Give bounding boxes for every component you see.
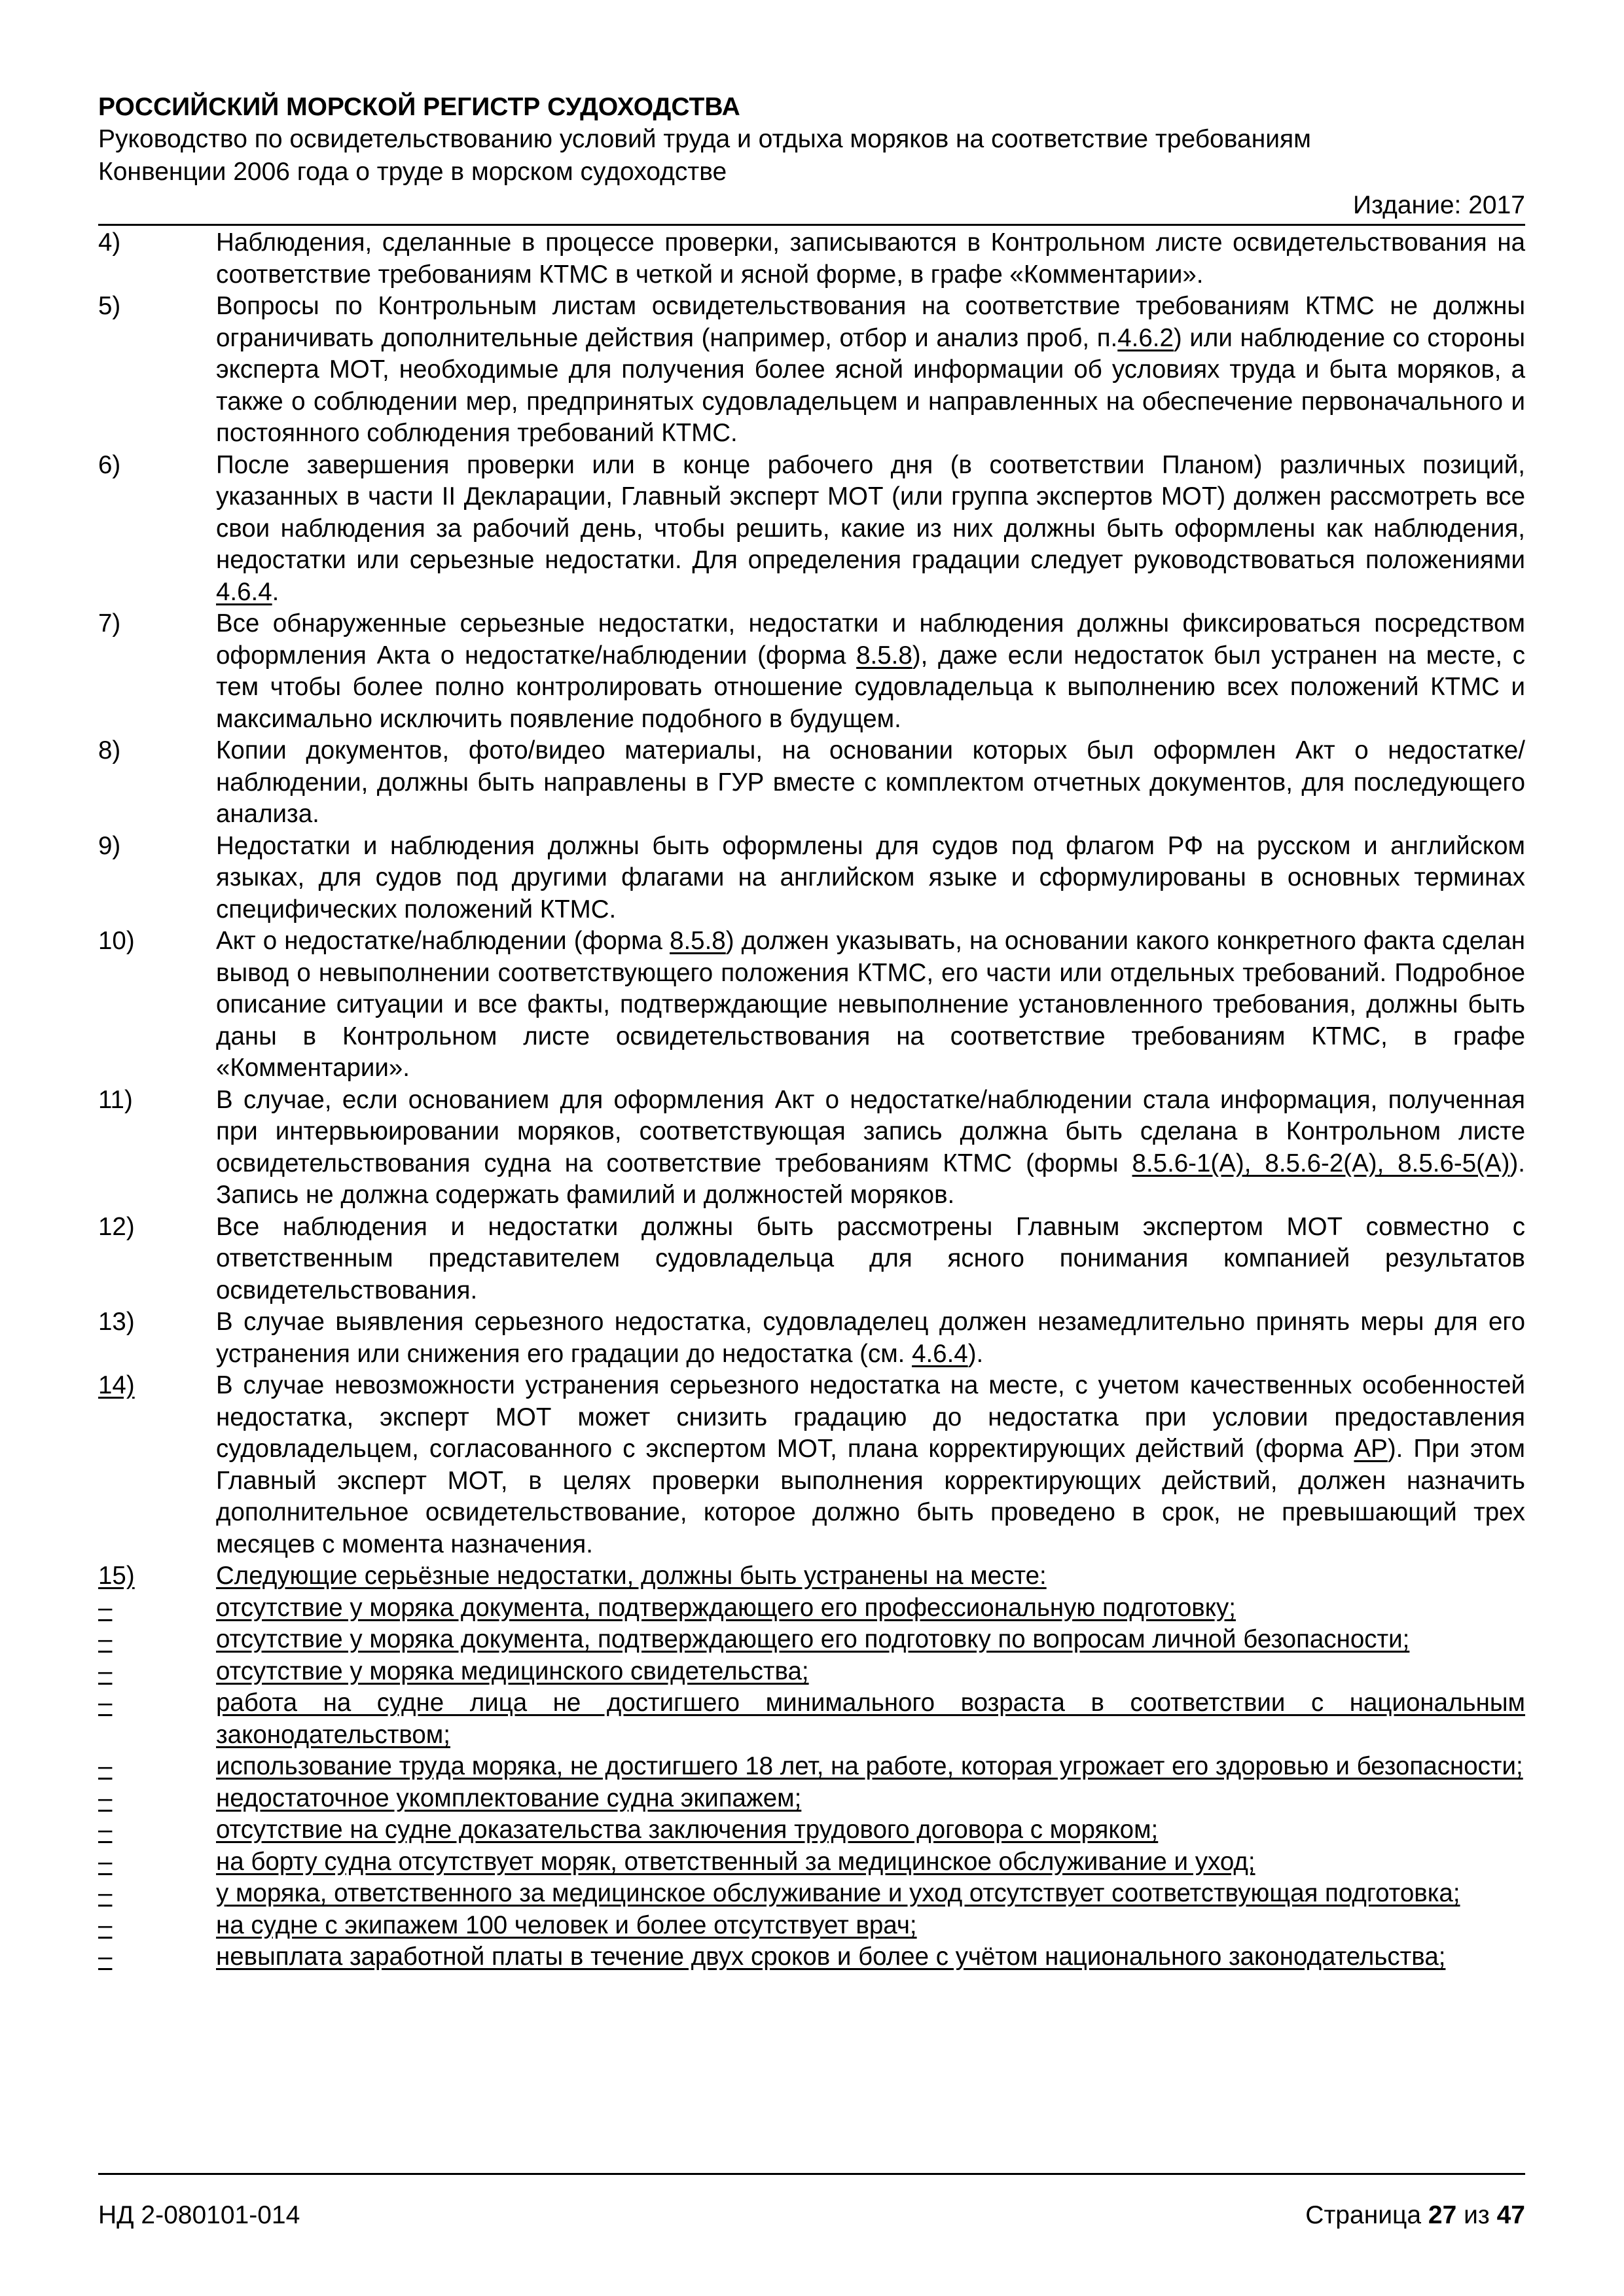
item-text: Недостатки и наблюдения должны быть оформлены для судов под флагом РФ на русском и английском языках, для судов под другими флагами на английском языке и сформулированы в основных терминах специфических положений КТМС.: [216, 831, 1525, 924]
bullet-item: [98, 1941, 1525, 1973]
item-text: Все наблюдения и недостатки должны быть рассмотрены Главным экспертом МОТ совместно с ответственным представителем судовладельца для ясного понимания компанией результатов освидетельствования.: [216, 1212, 1525, 1304]
item-number: 6): [98, 450, 121, 479]
bullet-item: [98, 1592, 1525, 1624]
item-number: 7): [98, 609, 121, 637]
list-item: [98, 925, 1525, 1085]
document-subtitle-line-1: Руководство по освидетельствованию условий труда и отдыха моряков на соответствие требованиям: [98, 125, 1311, 153]
bullet-item: [98, 1687, 1525, 1751]
edition-label: Издание: 2017: [1353, 191, 1525, 219]
item-number: 4): [98, 228, 121, 257]
item-number: 11): [98, 1085, 133, 1114]
bullet-item: [98, 1910, 1525, 1942]
item-text: В случае невозможности устранения серьезного недостатка на месте, с учетом качественных особенностей недостатка, эксперт МОТ может снизить градацию до недостатка при условии предоставления судовладельцем, согласованного с экспертом МОТ, плана корректирующих действий (форма АР). При этом Главный эксперт МОТ, в целях проверки выполнения корректирующих действий, должен назначить дополнительное освидетельствование, которое должно быть проведено в срок, не превышающий трех месяцев с момента назначения.: [216, 1371, 1525, 1558]
bullet-text: использование труда моряка, не достигшего 18 лет, на работе, которая угрожает его здоровью и безопасности;: [216, 1752, 1523, 1780]
item-text: Акт о недостатке/наблюдении (форма 8.5.8) должен указывать, на основании какого конкретного факта сделан вывод о невыполнении соответствующего положения КТМС, его части или отдельных требований. Подробное описание ситуации и все факты, подтверждающие невыполнение установленного требования, должны быть даны в Контрольном листе освидетельствования на соответствие требованиям КТМС, в графе «Комментарии».: [216, 927, 1525, 1082]
bullet-text: отсутствие у моряка медицинского свидетельства;: [216, 1657, 809, 1685]
item-text: Копии документов, фото/видео материалы, на основании которых был оформлен Акт о недостатке/наблюдении, должны быть направлены в ГУР вместе с комплектом отчетных документов, для последующего анализа.: [216, 736, 1525, 828]
page-footer: [98, 2173, 1525, 2230]
document-subtitle-line-2: Конвенции 2006 года о труде в морском судоходстве: [98, 158, 727, 186]
header-divider: [98, 224, 1525, 226]
bullet-dash: –: [98, 1657, 113, 1685]
form-link[interactable]: 8.5.6-1(А), 8.5.6-2(А), 8.5.6-5(А): [1132, 1149, 1510, 1177]
list-item: [98, 227, 1525, 291]
page-total: 47: [1496, 2201, 1525, 2229]
bullet-dash: –: [98, 1879, 113, 1907]
bullet-dash: –: [98, 1910, 113, 1939]
item-text: Наблюдения, сделанные в процессе проверки, записываются в Контрольном листе освидетельствования на соответствие требованиям КТМС в четкой и ясной форме, в графе «Комментарии».: [216, 228, 1525, 289]
bullet-text: отсутствие у моряка документа, подтверждающего его подготовку по вопросам личной безопасности;: [216, 1625, 1410, 1653]
bullet-dash: –: [98, 1625, 113, 1653]
item-number: 8): [98, 736, 121, 764]
numbered-list: [98, 227, 1525, 1973]
document-id: НД 2-080101-014: [98, 2201, 300, 2229]
list-item: [98, 291, 1525, 450]
bullet-text: на судне с экипажем 100 человек и более отсутствует врач;: [216, 1910, 917, 1939]
item-number: 9): [98, 831, 121, 860]
bullet-dash: –: [98, 1689, 113, 1717]
bullet-item: [98, 1878, 1525, 1910]
bullet-item: [98, 1751, 1525, 1783]
form-link[interactable]: АР: [1354, 1435, 1388, 1463]
list-item: [98, 1306, 1525, 1370]
item-number: 15): [98, 1562, 135, 1590]
item-text: Вопросы по Контрольным листам освидетельствования на соответствие требованиям КТМС не должны ограничивать дополнительные действия (например, отбор и анализ проб, п.4.6.2) или наблюдение со стороны эксперта МОТ, необходимые для получения более ясной информации об условиях труда и быта моряков, а также о соблюдении мер, предпринятых судовладельцем и направленных на обеспечение первоначального и постоянного соблюдения требований КТМС.: [216, 292, 1525, 447]
bullet-item: [98, 1783, 1525, 1815]
item-number: 14): [98, 1371, 135, 1399]
form-link[interactable]: 8.5.8: [856, 641, 912, 670]
page-indicator: Страница 27 из 47: [1305, 2201, 1525, 2229]
section-link[interactable]: 4.6.4: [216, 577, 272, 606]
list-item: [98, 735, 1525, 831]
bullet-item: [98, 1656, 1525, 1688]
bullet-text: отсутствие у моряка документа, подтверждающего его профессиональную подготовку;: [216, 1593, 1236, 1622]
list-item: [98, 1211, 1525, 1307]
bullet-item: [98, 1624, 1525, 1656]
bullet-dash: –: [98, 1593, 113, 1622]
bullet-text: отсутствие на судне доказательства заключения трудового договора с моряком;: [216, 1816, 1159, 1844]
item-number: 12): [98, 1212, 135, 1241]
item-number: 10): [98, 927, 135, 955]
item-text: После завершения проверки или в конце рабочего дня (в соответствии Планом) различных позиций, указанных в части II Декларации, Главный эксперт МОТ (или группа экспертов МОТ) должен рассмотреть все свои наблюдения за рабочий день, чтобы решить, какие из них должны быть оформлены как наблюдения, недостатки или серьезные недостатки. Для определения градации следует руководствоваться положениями 4.6.4.: [216, 450, 1525, 606]
section-link[interactable]: 4.6.4: [912, 1339, 968, 1368]
list-item: [98, 450, 1525, 609]
page-number: 27: [1428, 2201, 1457, 2229]
bullet-dash: –: [98, 1847, 113, 1876]
bullet-text: невыплата заработной платы в течение двух сроков и более с учётом национального законодательства;: [216, 1943, 1446, 1971]
item-number: 13): [98, 1308, 135, 1336]
list-item: [98, 608, 1525, 735]
organization-title: РОССИЙСКИЙ МОРСКОЙ РЕГИСТР СУДОХОДСТВА: [98, 93, 740, 121]
document-page: [98, 92, 1525, 1973]
form-link[interactable]: 8.5.8: [670, 927, 726, 955]
section-link[interactable]: 4.6.2: [1117, 323, 1174, 352]
bullet-text: на борту судна отсутствует моряк, ответственный за медицинское обслуживание и уход;: [216, 1847, 1255, 1876]
bullet-item: [98, 1846, 1525, 1878]
item-text: Все обнаруженные серьезные недостатки, недостатки и наблюдения должны фиксироваться посредством оформления Акта о недостатке/наблюдении (форма 8.5.8), даже если недостаток был устранен на месте, с тем чтобы более полно контролировать отношение судовладельца к выполнению всех положений КТМС и максимально исключить появление подобного в будущем.: [216, 609, 1526, 733]
item-text: В случае, если основанием для оформления Акт о недостатке/наблюдении стала информация, полученная при интервьюировании моряков, соответствующая запись должна быть сделана в Контрольном листе освидетельствования судна на соответствие требованиям КТМС (формы 8.5.6-1(А), 8.5.6-2(А), 8.5.6-5(А)). Запись не должна содержать фамилий и должностей моряков.: [216, 1085, 1525, 1209]
bullet-dash: –: [98, 1816, 113, 1844]
item-number: 5): [98, 292, 121, 320]
bullet-dash: –: [98, 1752, 113, 1780]
item-text: Следующие серьёзные недостатки, должны быть устранены на месте:: [216, 1562, 1047, 1590]
bullet-text: недостаточное укомплектование судна экипажем;: [216, 1784, 802, 1812]
bullet-dash: –: [98, 1784, 113, 1812]
item-text: В случае выявления серьезного недостатка, судовладелец должен незамедлительно принять меры для его устранения или снижения его градации до недостатка (см. 4.6.4).: [216, 1308, 1525, 1368]
bullet-text: работа на судне лица не достигшего минимального возраста в соответствии с национальным законодательством;: [216, 1689, 1525, 1749]
list-item: [98, 1085, 1525, 1211]
bullet-dash: –: [98, 1943, 113, 1971]
list-item: [98, 831, 1525, 926]
list-item: [98, 1370, 1525, 1560]
bullet-item: [98, 1814, 1525, 1846]
list-item: [98, 1560, 1525, 1592]
bullet-text: у моряка, ответственного за медицинское обслуживание и уход отсутствует соответствующая подготовка;: [216, 1879, 1460, 1907]
